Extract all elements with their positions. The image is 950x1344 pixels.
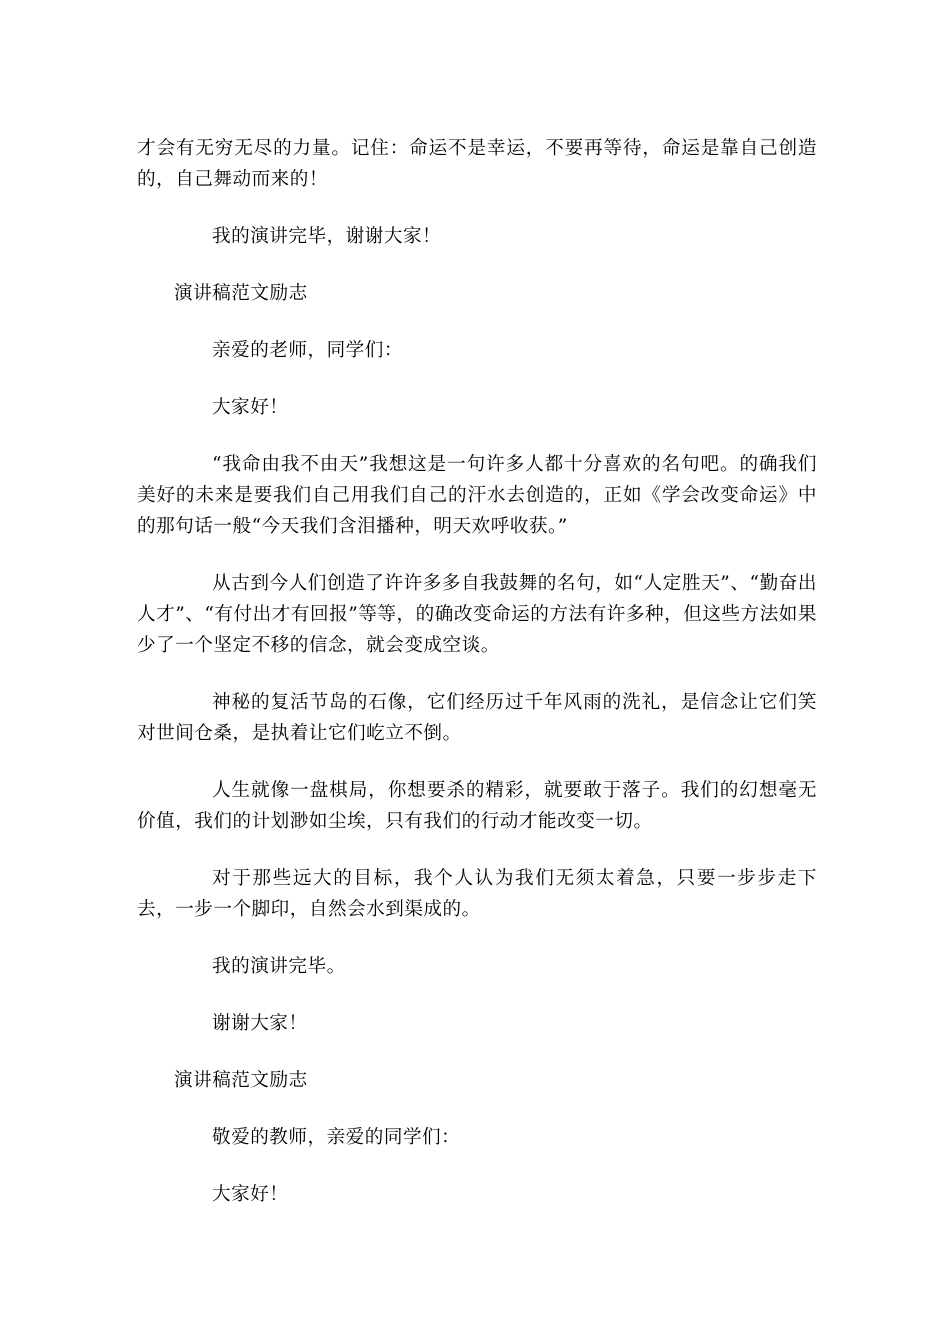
paragraph-thanks: 谢谢大家！ <box>212 1013 308 1034</box>
paragraph-closing: 我的演讲完毕。 <box>212 956 346 977</box>
section-heading: 演讲稿范文励志 <box>174 1070 308 1091</box>
paragraph-salutation: 敬爱的教师，亲爱的同学们： <box>212 1127 461 1148</box>
document-body <box>137 133 817 1236</box>
paragraph-salutation: 亲爱的老师，同学们： <box>212 340 403 361</box>
paragraph-body: “我命由我不由天”我想这是一句许多人都十分喜欢的名句吧。的确我们美好的未来是要我们自己用我们自己的汗水去创造的，正如《学会改变命运》中的那句话一般“今天我们含泪播种，明天欢呼收获。” <box>137 454 817 537</box>
paragraph-greeting: 大家好！ <box>212 1184 289 1205</box>
paragraph-body: 从古到今人们创造了许许多多自我鼓舞的名句，如“人定胜天”、“勤奋出人才”、“有付出才有回报”等等，的确改变命运的方法有许多种，但这些方法如果少了一个坚定不移的信念，就会变成空谈。 <box>137 573 817 656</box>
paragraph-body: 人生就像一盘棋局，你想要杀的精彩，就要敢于落子。我们的幻想毫无价值，我们的计划渺如尘埃，只有我们的行动才能改变一切。 <box>137 780 817 832</box>
paragraph-closing-thanks: 我的演讲完毕，谢谢大家！ <box>212 226 442 247</box>
paragraph-greeting: 大家好！ <box>212 397 289 418</box>
section-heading: 演讲稿范文励志 <box>174 283 308 304</box>
paragraph-continuation: 才会有无穷无尽的力量。记住：命运不是幸运，不要再等待，命运是靠自己创造的，自己舞动而来的！ <box>137 138 817 190</box>
paragraph-body: 对于那些远大的目标，我个人认为我们无须太着急，只要一步步走下去，一步一个脚印，自然会水到渠成的。 <box>137 868 817 920</box>
paragraph-body: 神秘的复活节岛的石像，它们经历过千年风雨的洗礼，是信念让它们笑对世间仓桑，是执着让它们屹立不倒。 <box>137 692 817 744</box>
